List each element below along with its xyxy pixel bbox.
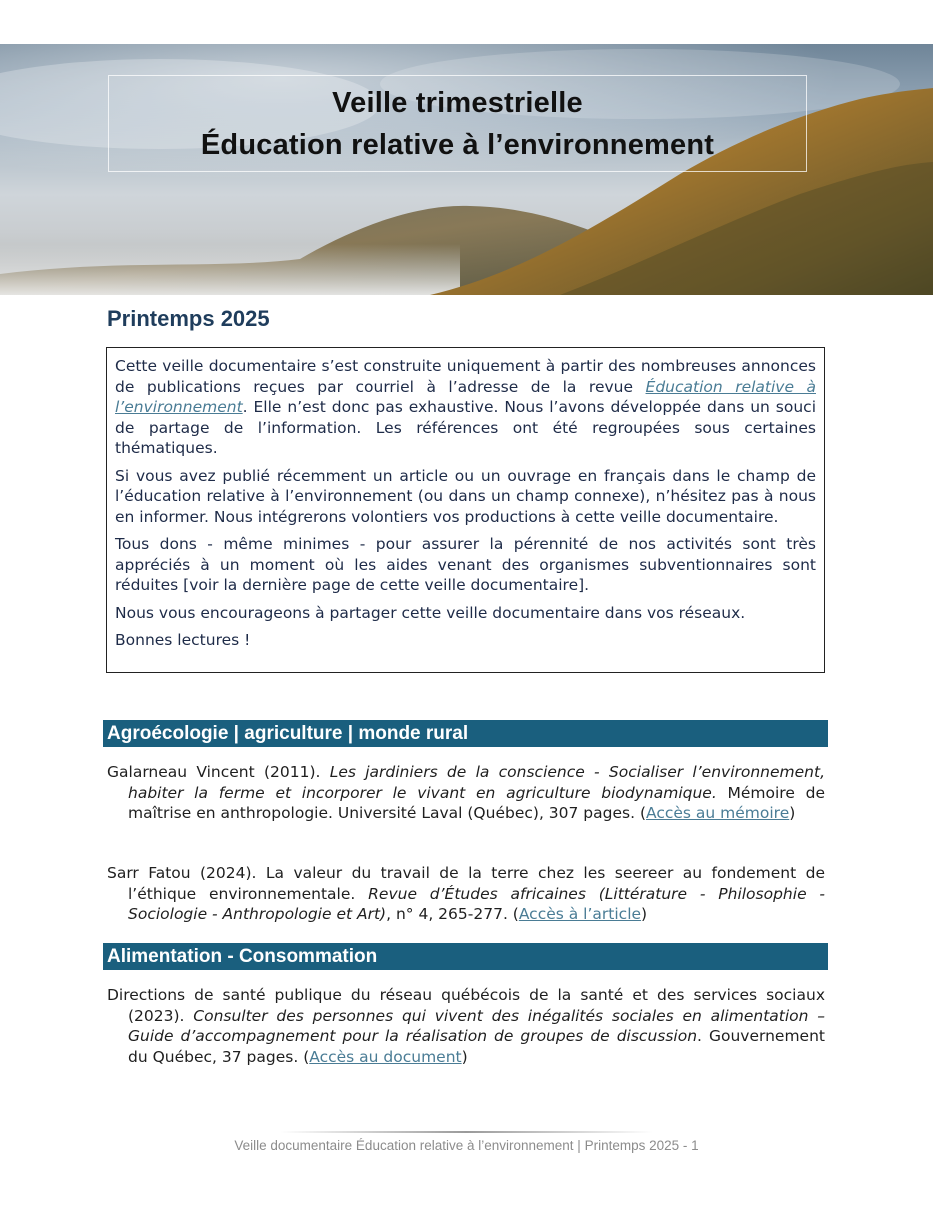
document-title-line2: Éducation relative à l’environnement	[200, 128, 715, 161]
ref-details: , n° 4, 265-277. (	[386, 905, 519, 923]
intro-box	[106, 347, 825, 673]
footer-divider	[280, 1131, 653, 1133]
header-banner	[0, 44, 933, 295]
ref-author: Sarr Fatou (2024). La valeur du travail de la terre chez les seereer au fondement de l’éthique environnementale.	[107, 864, 825, 903]
season-heading: Printemps 2025	[107, 306, 270, 331]
intro-paragraph-5: Bonnes lectures !	[115, 631, 251, 649]
ref-details: Mémoire de maîtrise en anthropologie. Université Laval (Québec), 307 pages. (	[128, 783, 825, 822]
ref-details: . Gouvernement du Québec, 37 pages. (	[128, 1027, 825, 1066]
ref-close: )	[461, 1047, 468, 1066]
document-title-line1: Veille trimestrielle	[332, 86, 583, 119]
intro-paragraph-3: Tous dons - même minimes - pour assurer la pérennité de nos activités sont très appréciés à un moment où les aides venant des organismes subventionnaires sont réduites [voir la dernière page de cette veille documentaire].	[115, 535, 816, 594]
ref-title: Consulter des personnes qui vivent des inégalités sociales en alimentation – Guide d’accompagnement pour la réalisation de groupes de discussion	[128, 1006, 826, 1045]
section-heading-agroecologie: Agroécologie | agriculture | monde rural	[103, 720, 828, 747]
reference-item	[107, 985, 825, 1067]
title-box	[108, 75, 807, 172]
access-link[interactable]: Accès au mémoire	[646, 804, 790, 822]
ref-close: )	[641, 905, 648, 923]
page-footer: Veille documentaire Éducation relative à l’environnement | Printemps 2025 - 1	[234, 1138, 699, 1153]
ref-author: Galarneau Vincent (2011).	[107, 763, 330, 781]
access-link[interactable]: Accès à l’article	[518, 905, 642, 923]
reference-item	[107, 863, 825, 925]
intro-paragraph-2: Si vous avez publié récemment un article ou un ouvrage en français dans le champ de l’éducation relative à l’environnement (ou dans un champ connexe), n’hésitez pas à nous en informer. Nous intégrerons volontiers vos productions à cette veille documentaire.	[115, 466, 816, 526]
ref-close: )	[789, 804, 796, 822]
intro-paragraph-4: Nous vous encourageons à partager cette veille documentaire dans vos réseaux.	[115, 603, 746, 622]
intro-text: Cette veille documentaire s’est construite uniquement à partir des nombreuses annonces de publications reçues par courriel à l’adresse de la revue	[115, 357, 816, 396]
access-link[interactable]: Accès au document	[309, 1047, 462, 1066]
ref-title: Les jardiniers de la conscience - Socialiser l’environnement, habiter la ferme et incorporer le vivant en agriculture biodynamique.	[128, 763, 825, 802]
ref-title: Revue d’Études africaines (Littérature - Philosophie - Sociologie - Anthropologie et Art)	[128, 884, 825, 923]
ref-author: Directions de santé publique du réseau québécois de la santé et des services sociaux (2023).	[107, 986, 825, 1025]
reference-item	[107, 762, 825, 824]
intro-paragraph-1	[115, 356, 816, 459]
journal-link[interactable]: Éducation relative à l’environnement	[115, 377, 816, 416]
intro-text: . Elle n’est donc pas exhaustive. Nous l’avons développée dans un souci de partage de l’information. Les références ont été regroupées sous certaines thématiques.	[115, 398, 816, 457]
section-heading-alimentation: Alimentation - Consommation	[103, 943, 828, 970]
